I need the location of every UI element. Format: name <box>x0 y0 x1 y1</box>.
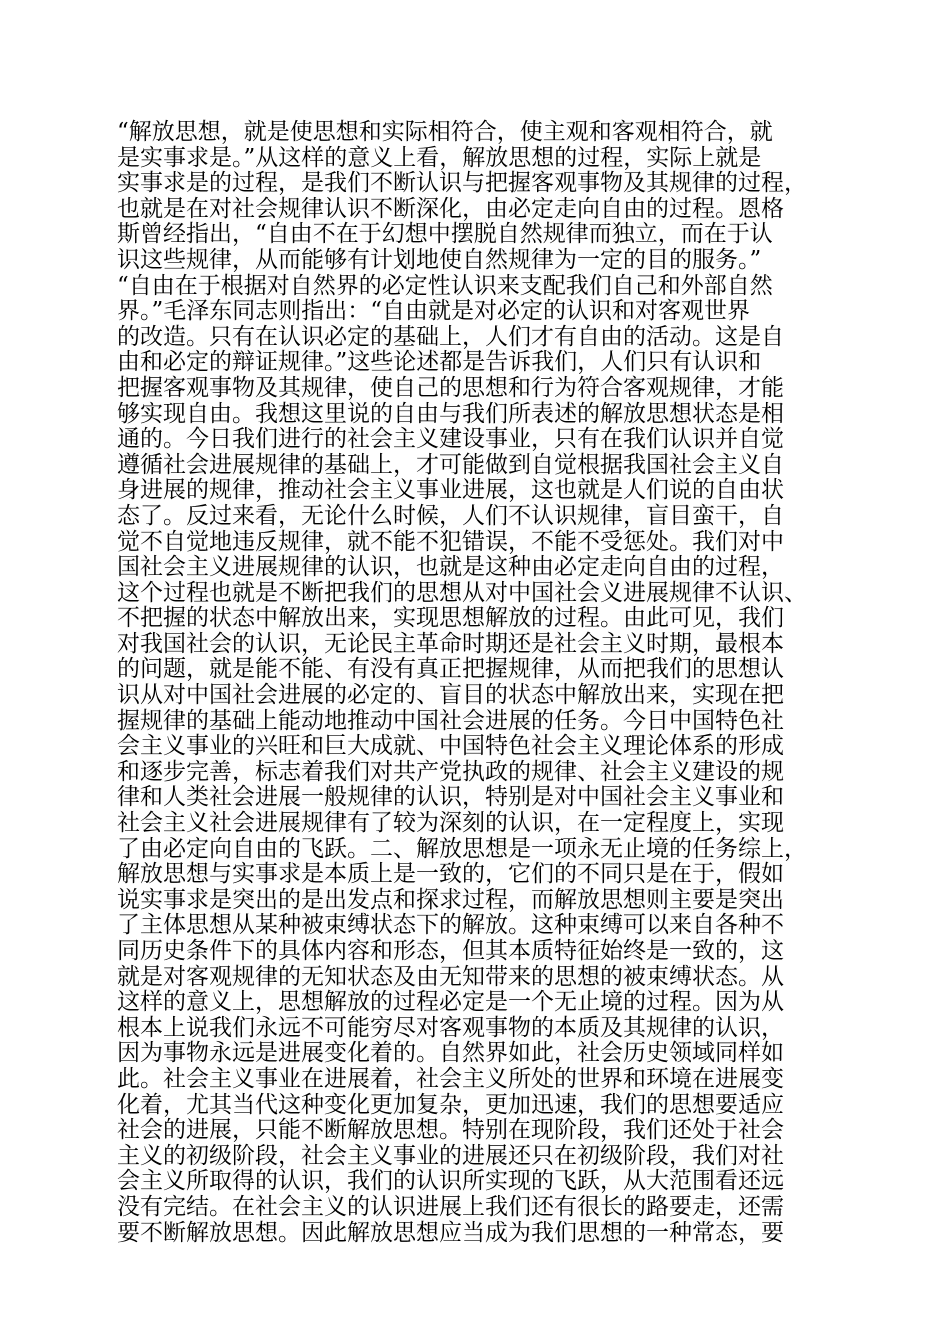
text-line: 通的。今日我们进行的社会主义建设事业，只有在我们认识并自觉 <box>117 426 784 453</box>
text-line: 不把握的状态中解放出来，实现思想解放的过程。由此可见，我们 <box>117 605 784 632</box>
text-line: 此。社会主义事业在进展着，社会主义所处的世界和环境在进展变 <box>117 1065 784 1092</box>
text-line: “自由在于根据对自然界的必定性认识来支配我们自己和外部自然 <box>117 272 773 299</box>
text-line: 会主义事业的兴旺和巨大成就、中国特色社会主义理论体系的形成 <box>117 733 784 760</box>
text-line: 界。”毛泽东同志则指出：“自由就是对必定的认识和对客观世界 <box>117 298 751 325</box>
text-line: 和逐步完善，标志着我们对共产党执政的规律、社会主义建设的规 <box>117 758 784 785</box>
text-line: 这个过程也就是不断把我们的思想从对中国社会义进展规律不认识、 <box>117 579 807 606</box>
text-line: 身进展的规律，推动社会主义事业进展，这也就是人们说的自由状 <box>117 477 784 504</box>
text-line: 社会的进展，只能不断解放思想。特别在现阶段，我们还处于社会 <box>117 1117 784 1144</box>
text-line: 实事求是的过程，是我们不断认识与把握客观事物及其规律的过程， <box>117 170 807 197</box>
text-line: 觉不自觉地违反规律，就不能不犯错误，不能不受惩处。我们对中 <box>117 528 784 555</box>
text-line: 对我国社会的认识，无论民主革命时期还是社会主义时期，最根本 <box>117 630 784 657</box>
text-line: 握规律的基础上能动地推动中国社会进展的任务。今日中国特色社 <box>117 707 784 734</box>
text-line: 律和人类社会进展一般规律的认识，特别是对中国社会主义事业和 <box>117 784 784 811</box>
text-line: 也就是在对社会规律认识不断深化，由必定走向自由的过程。恩格 <box>117 195 784 222</box>
text-line: 因为事物永远是进展变化着的。自然界如此，社会历史领域同样如 <box>117 1040 784 1067</box>
text-line: 根本上说我们永远不可能穷尽对客观事物的本质及其规律的认识， <box>117 1014 784 1041</box>
text-line: 由和必定的辩证规律。”这些论述都是告诉我们，人们只有认识和 <box>117 349 762 376</box>
text-line: 遵循社会进展规律的基础上，才可能做到自觉根据我国社会主义自 <box>117 451 784 478</box>
text-line: 解放思想与实事求是本质上是一致的，它们的不同只是在于，假如 <box>117 861 784 888</box>
text-line: 这样的意义上，思想解放的过程必定是一个无止境的过程。因为从 <box>117 989 784 1016</box>
text-line: 的问题，就是能不能、有没有真正把握规律，从而把我们的思想认 <box>117 656 784 683</box>
text-line: 识从对中国社会进展的必定的、盲目的状态中解放出来，实现在把 <box>117 682 784 709</box>
text-line: 会主义所取得的认识，我们的认识所实现的飞跃，从大范围看还远 <box>117 1168 784 1195</box>
text-line: “解放思想，就是使思想和实际相符合，使主观和客观相符合，就 <box>117 119 773 145</box>
text-line: 同历史条件下的具体内容和形态，但其本质特征始终是一致的，这 <box>117 938 784 964</box>
text-line: 识这些规律，从而能够有计划地使自然规律为一定的目的服务。” <box>117 246 762 273</box>
text-line: 没有完结。在社会主义的认识进展上我们还有很长的路要走，还需 <box>117 1193 784 1220</box>
text-line: 斯曾经指出，“自由不在于幻想中摆脱自然规律而独立，而在于认 <box>117 221 773 248</box>
text-line: 了由必定向自由的飞跃。二、解放思想是一项永无止境的任务综上， <box>117 835 807 862</box>
text-line: 够实现自由。我想这里说的自由与我们所表述的解放思想状态是相 <box>117 400 784 427</box>
body-paragraph <box>117 120 832 1246</box>
text-line: 化着，尤其当代这种变化更加复杂，更加迅速，我们的思想要适应 <box>117 1091 784 1118</box>
text-line: 的改造。只有在认识必定的基础上，人们才有自由的活动。这是自 <box>117 323 784 350</box>
text-line: 了主体思想从某种被束缚状态下的解放。这种束缚可以来自各种不 <box>117 912 784 939</box>
text-line: 态了。反过来看，无论什么时候，人们不认识规律，盲目蛮干，自 <box>117 502 784 529</box>
text-line: 社会主义社会进展规律有了较为深刻的认识，在一定程度上，实现 <box>117 810 784 837</box>
text-line: 是实事求是。”从这样的意义上看，解放思想的过程，实际上就是 <box>117 144 762 171</box>
text-line: 国社会主义进展规律的认识，也就是这种由必定走向自由的过程， <box>117 554 784 581</box>
text-line: 说实事求是突出的是出发点和探求过程，而解放思想则主要是突出 <box>117 886 784 913</box>
text-line: 就是对客观规律的无知状态及由无知带来的思想的被束缚状态。从 <box>117 963 784 990</box>
text-line: 把握客观事物及其规律，使自己的思想和行为符合客观规律，才能 <box>117 374 784 401</box>
text-line: 主义的初级阶段，社会主义事业的进展还只在初级阶段，我们对社 <box>117 1142 784 1169</box>
text-line: 要不断解放思想。因此解放思想应当成为我们思想的一种常态，要 <box>117 1219 784 1246</box>
